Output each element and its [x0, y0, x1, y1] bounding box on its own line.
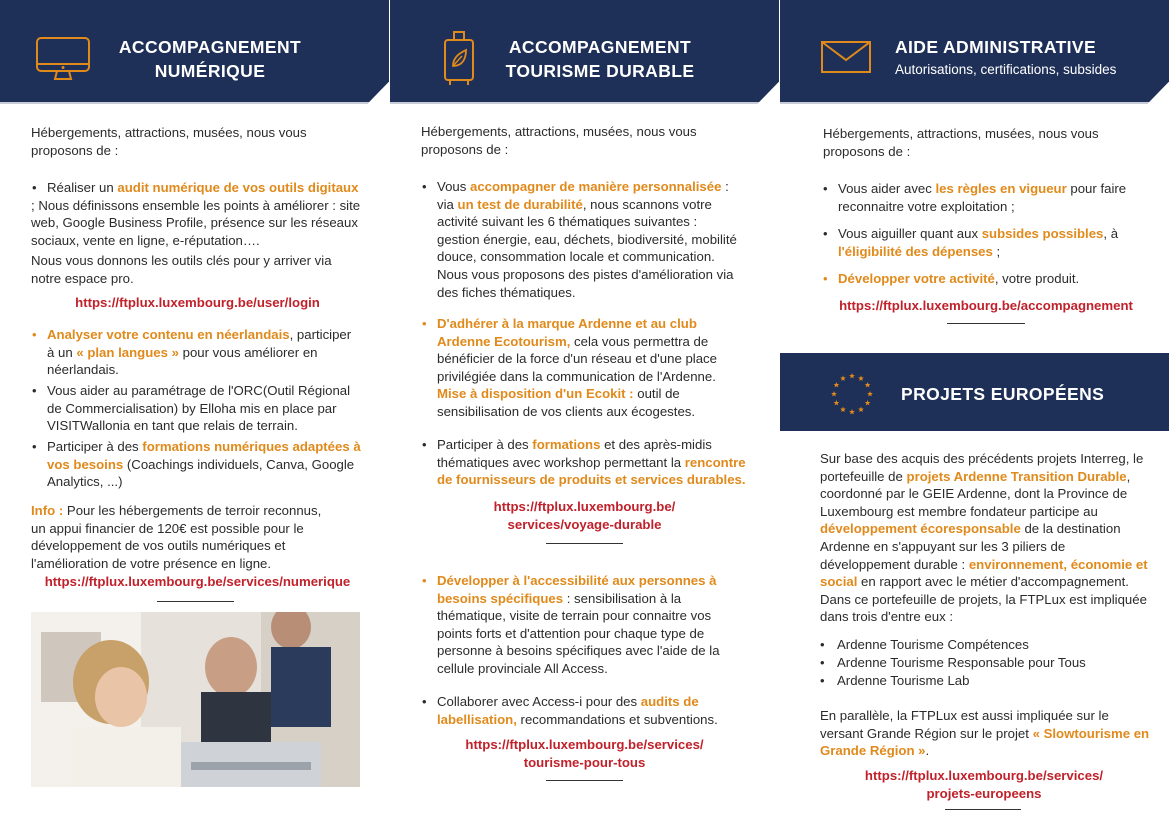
section-subtitle: Autorisations, certifications, subsides [895, 62, 1117, 77]
bullet: • [823, 271, 828, 286]
eu-star [831, 391, 837, 396]
bullet: • [823, 181, 828, 196]
bullet-accessibility: Développer à l'accessibilité aux personnes à besoins spécifiques : sensibilisation à la thématique, visite de terrain pour connaitre vos points forts et d'attention pour chaque type de personne à besoins spécifiques avec l'aide de la cellule provinciale All Access. [437, 573, 720, 676]
column-digital [0, 0, 389, 826]
link-line-1[interactable]: https://ftplux.luxembourg.be/ [493, 499, 676, 514]
suitcase-leaf-icon [442, 30, 476, 88]
bullet: • [32, 180, 37, 195]
monitor-icon [35, 36, 91, 82]
eu-star [849, 373, 855, 378]
link-voyage-durable[interactable] [390, 498, 779, 534]
divider [546, 780, 623, 781]
list-item: Ardenne Tourisme Responsable pour Tous [837, 655, 1086, 670]
list-item: Ardenne Tourisme Lab [837, 673, 970, 688]
bullet-dutch: Analyser votre contenu en néerlandais, participer à un « plan langues » pour vous améliorer en néerlandais. [47, 327, 352, 378]
title-line-2: TOURISME DURABLE [505, 61, 695, 81]
eu-star [849, 409, 855, 414]
link-line-2[interactable]: services/voyage-durable [507, 517, 662, 532]
eu-paragraph-1: Sur base des acquis des précédents projets Interreg, le portefeuille de projets Ardenne Transition Durable, coordonné par le GEIE Ardenne, dont la Province de Luxembourg est membre fondateur participe au développement écoresponsable de la destination Ardenne en s'appuyant sur les 3 piliers de développement durable : environnement, économie et social en rapport avec le métier d'accompagnement. Dans ce portefeuille de projets, la FTPLux est impliquée dans trois d'entre eux : [820, 451, 1148, 625]
section-title: AIDE ADMINISTRATIVE [895, 37, 1097, 57]
bullet-subsidies: Vous aiguiller quant aux subsides possibles, à l'éligibilité des dépenses ; [838, 226, 1119, 259]
bullet: • [422, 694, 427, 709]
bullet: • [32, 327, 37, 342]
eu-star [858, 407, 864, 412]
bullet: • [820, 637, 825, 652]
eu-paragraph-2: En parallèle, la FTPLux est aussi impliquée sur le versant Grande Région sur le projet « Slowtourisme en Grande Région ». [820, 708, 1150, 759]
link-projets-europeens[interactable] [780, 767, 1169, 803]
eu-star [858, 375, 864, 380]
photo-illustration [31, 612, 360, 787]
link-accompagnement[interactable]: https://ftplux.luxembourg.be/accompagnement [839, 298, 1133, 313]
info-text: Info : Pour les hébergements de terroir reconnus, un appui financier de 120€ est possible pour le développement de vos outils numériques et l'amélioration de votre présence en ligne. [31, 503, 322, 571]
bullet: • [422, 316, 427, 331]
bullet: • [422, 437, 427, 452]
eu-star [840, 407, 846, 412]
eu-star [840, 375, 846, 380]
bullet: • [823, 226, 828, 241]
team-photo [31, 612, 360, 787]
bullet: • [32, 383, 37, 398]
title-line-1: ACCOMPAGNEMENT [118, 37, 302, 57]
column-admin [780, 0, 1169, 826]
title-line-2: NUMÉRIQUE [154, 61, 266, 81]
intro-text: Hébergements, attractions, musées, nous vous proposons de : [421, 124, 697, 157]
column-sustainable [390, 0, 779, 826]
link-user-login[interactable]: https://ftplux.luxembourg.be/user/login [75, 295, 320, 310]
divider [546, 543, 623, 544]
section-title [490, 35, 710, 83]
bullet-access-i: Collaborer avec Access-i pour des audits de labellisation, recommandations et subventions. [437, 694, 718, 727]
bullet-orc: Vous aider au paramétrage de l'ORC(Outil Régional de Commercialisation) by Elloha mis en place par VISITWallonia en tant que relais de terrain. [47, 383, 351, 434]
eu-star [865, 400, 871, 405]
bullet: • [820, 673, 825, 688]
section-title [100, 35, 320, 83]
link-tourisme-pour-tous[interactable] [390, 736, 779, 772]
list-item: Ardenne Tourisme Compétences [837, 637, 1029, 652]
intro-text: Hébergements, attractions, musées, nous vous proposons de : [31, 125, 307, 158]
divider [945, 809, 1021, 810]
eu-star [834, 400, 840, 405]
bullet-trainings: Participer à des formations et des après-midis thématiques avec workshop permettant la rencontre de fournisseurs de produits et services durables. [437, 437, 746, 488]
bullet: • [422, 179, 427, 194]
eu-star [865, 382, 871, 387]
link-line-1[interactable]: https://ftplux.luxembourg.be/services/ [465, 737, 704, 752]
bullet-develop: Développer votre activité, votre produit. [838, 271, 1080, 286]
divider [157, 601, 234, 602]
title-line-1: ACCOMPAGNEMENT [508, 37, 692, 57]
eu-section-title: PROJETS EUROPÉENS [901, 384, 1105, 404]
bullet-audit: Réaliser un audit numérique de vos outils digitaux ; Nous définissons ensemble les points à améliorer : site web, Google Business Profile, présence sur les réseaux sociaux, vente en ligne, e-réputation…. [31, 180, 361, 248]
bullet: • [422, 573, 427, 588]
bullet-trainings: Participer à des formations numériques adaptées à vos besoins (Coachings individuels, Canva, Google Analytics, ...) [47, 439, 361, 490]
link-line-2[interactable]: projets-europeens [926, 786, 1042, 801]
intro-text: Hébergements, attractions, musées, nous vous proposons de : [823, 126, 1099, 159]
divider [947, 323, 1025, 324]
bullet: • [32, 439, 37, 454]
link-line-1[interactable]: https://ftplux.luxembourg.be/services/ [864, 768, 1104, 783]
link-services-numerique[interactable]: https://ftplux.luxembourg.be/services/numerique [44, 574, 351, 589]
paragraph-tools: Nous vous donnons les outils clés pour y arriver via notre espace pro. [31, 253, 332, 286]
bullet-personalised: Vous accompagner de manière personnalisée : via un test de durabilité, nous scannons votre activité suivant les 6 thématiques suivantes : gestion énergie, eau, déchets, biodiversité, mobilité douce, consommation locale et communication. Nous vous proposons des pistes d'amélioration via des fiches thématiques. [437, 179, 737, 300]
eu-star [834, 382, 840, 387]
eu-stars-icon [828, 370, 876, 418]
envelope-icon [820, 40, 872, 74]
link-line-2[interactable]: tourisme-pour-tous [523, 755, 646, 770]
bullet-ardenne-brand: D'adhérer à la marque Ardenne et au club Ardenne Ecotourism, cela vous permettra de bénéficier de la force d'un réseau et d'une place privilégiée dans la communication de l'Ardenne. Mise à disposition d'un Ecokit : outil de sensibilisation de vos clients aux écogestes. [437, 316, 717, 419]
bullet-rules: Vous aider avec les règles en vigueur pour faire reconnaitre votre exploitation ; [838, 181, 1127, 214]
bullet: • [820, 655, 825, 670]
eu-star [867, 391, 873, 396]
